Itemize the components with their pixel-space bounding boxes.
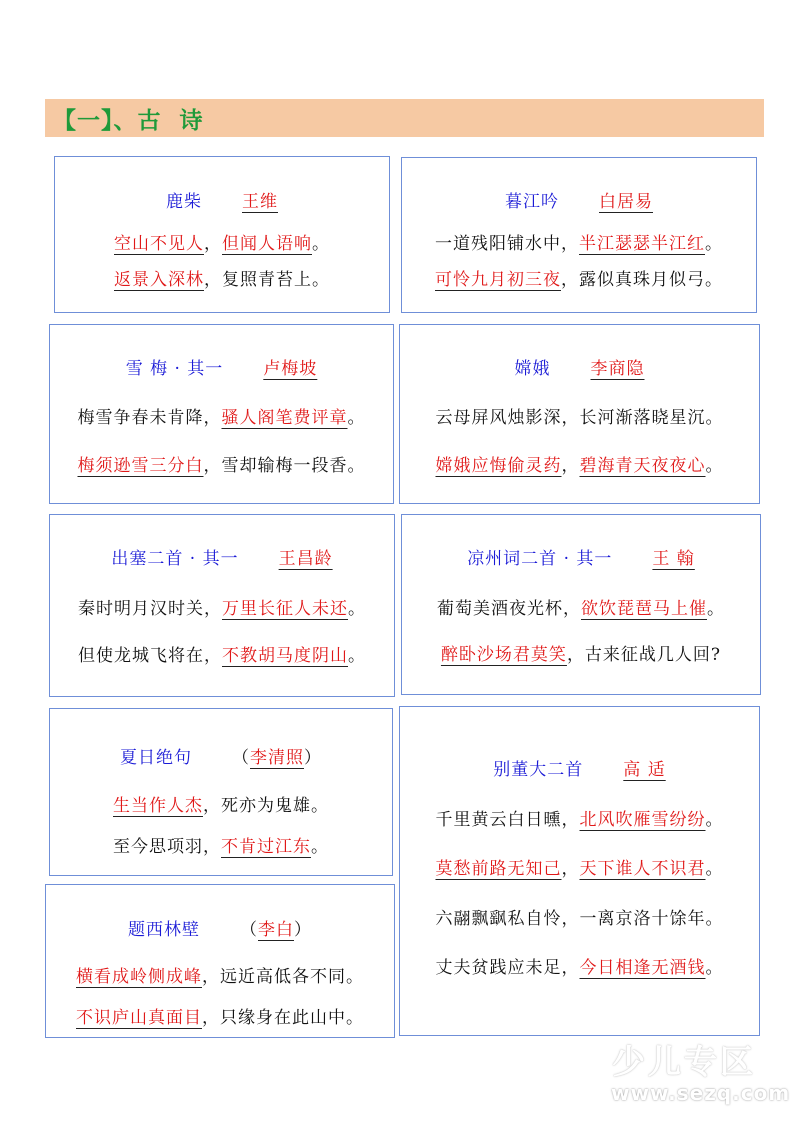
poem-author: 李白	[258, 920, 294, 940]
poem-title-line	[55, 187, 389, 212]
text: 梅雪争春未肯降，	[77, 408, 222, 428]
poem-title: 雪 梅 · 其一	[125, 359, 224, 379]
poem-author: 卢梅坡	[263, 359, 318, 379]
text: ，只缘身在此山中。	[202, 1008, 364, 1028]
poem-card-xuemei	[49, 324, 394, 504]
text: 一道残阳铺水中，	[435, 234, 579, 254]
poem-line	[50, 594, 394, 619]
poem-card-biedongda	[399, 706, 760, 1036]
key-phrase: 天下谁人不识君	[579, 859, 706, 879]
text: 。	[348, 646, 366, 666]
text: 丈夫贫践应未足，	[435, 958, 580, 978]
poem-line	[400, 854, 759, 879]
poem-card-chusai	[49, 514, 395, 697]
text: 。	[311, 837, 329, 857]
poem-title: 凉州词二首 · 其一	[467, 549, 613, 569]
poem-card-tixilinbi	[45, 884, 395, 1038]
text: 至今思项羽，	[113, 837, 221, 857]
paren: （	[240, 920, 258, 940]
text: ，露似真珠月似弓。	[561, 270, 723, 290]
key-phrase: 莫愁前路无知己	[435, 859, 562, 879]
watermark-brand: 少儿专区	[612, 1042, 756, 1081]
key-phrase: 但闻人语响	[222, 234, 312, 254]
poem-card-mujiangyin	[401, 157, 757, 313]
text: 葡萄美酒夜光杯，	[437, 599, 581, 619]
poem-line	[50, 641, 394, 666]
poem-line	[400, 403, 759, 428]
text: 。	[347, 408, 366, 428]
text: ，远近高低各不同。	[202, 967, 364, 987]
poem-line	[402, 265, 756, 290]
poem-title: 题西林壁	[128, 920, 200, 940]
poem-line	[50, 832, 392, 857]
poem-line	[402, 594, 760, 619]
poem-author: 白居易	[599, 192, 653, 212]
text: 六翮飘飖私自怜，一离京洛十馀年。	[435, 909, 724, 929]
poem-line	[46, 962, 394, 987]
key-phrase: 生当作人杰	[113, 796, 203, 816]
key-phrase: 欲饮琵琶马上催	[581, 599, 707, 619]
poem-line	[400, 953, 759, 978]
poem-title: 夏日绝句	[120, 748, 192, 768]
poem-title: 别董大二首	[493, 760, 584, 780]
text: ，	[561, 859, 580, 879]
poem-line	[400, 451, 759, 476]
poem-line	[402, 640, 760, 665]
key-phrase: 横看成岭侧成峰	[76, 967, 202, 987]
poem-line	[400, 904, 759, 929]
poem-author: 李商隐	[590, 359, 645, 379]
poem-title-line	[400, 354, 759, 379]
poem-title: 嫦娥	[514, 359, 551, 379]
poem-title: 出塞二首 · 其一	[111, 549, 239, 569]
poem-author: 王维	[242, 192, 278, 212]
text: 千里黄云白日曛，	[435, 810, 580, 830]
poem-author: 王昌龄	[278, 549, 333, 569]
poem-card-liangzhouci	[401, 514, 761, 695]
poem-author: 李清照	[250, 748, 304, 768]
key-phrase: 醉卧沙场君莫笑	[440, 645, 567, 665]
poem-title: 暮江吟	[505, 192, 559, 212]
text: 云母屏风烛影深，长河渐落晓星沉。	[435, 408, 724, 428]
poem-title-line	[402, 544, 760, 569]
key-phrase: 碧海青天夜夜心	[579, 456, 706, 476]
poem-author: 王 翰	[652, 549, 695, 569]
key-phrase: 返景入深林	[114, 270, 204, 290]
key-phrase: 万里长征人未还	[222, 599, 348, 619]
text: 。	[705, 958, 724, 978]
poem-line	[55, 265, 389, 290]
text: ，复照青苔上。	[204, 270, 330, 290]
poem-line	[50, 451, 393, 476]
paren: （	[232, 748, 250, 768]
poem-line	[55, 229, 389, 254]
text: ，古来征战几人回?	[566, 645, 722, 665]
poem-author: 高 适	[623, 760, 666, 780]
poem-title: 鹿柴	[166, 192, 202, 212]
text: 。	[707, 599, 725, 619]
poem-line	[400, 805, 759, 830]
section-title: 【一】、古 诗	[53, 108, 204, 134]
text: ，	[204, 234, 222, 254]
text: 。	[705, 810, 724, 830]
poem-line	[402, 229, 756, 254]
poem-card-luzhai	[54, 156, 390, 313]
text: 。	[705, 234, 723, 254]
paren: ）	[304, 748, 322, 768]
key-phrase: 不肯过江东	[221, 837, 311, 857]
poem-line	[50, 403, 393, 428]
key-phrase: 空山不见人	[114, 234, 204, 254]
text: ，雪却输梅一段香。	[203, 456, 366, 476]
poem-title-line	[46, 915, 394, 940]
key-phrase: 梅须逊雪三分白	[77, 456, 204, 476]
text: 秦时明月汉时关，	[78, 599, 222, 619]
poem-title-line	[402, 187, 756, 212]
text: ，	[561, 456, 580, 476]
text: 。	[348, 599, 366, 619]
key-phrase: 不识庐山真面目	[76, 1008, 202, 1028]
text: 但使龙城飞将在，	[78, 646, 222, 666]
poem-title-line	[50, 544, 394, 569]
paren: ）	[294, 920, 312, 940]
poem-card-xiarijueju	[49, 708, 393, 876]
text: 。	[705, 859, 724, 879]
watermark-url: www.sezq.com	[611, 1081, 791, 1105]
section-header	[45, 99, 764, 137]
key-phrase: 今日相逢无酒钱	[579, 958, 706, 978]
poem-line	[50, 791, 392, 816]
poem-title-line	[400, 755, 759, 780]
poem-card-change	[399, 324, 760, 504]
text: 。	[705, 456, 724, 476]
key-phrase: 不教胡马度阴山	[222, 646, 348, 666]
key-phrase: 可怜九月初三夜	[435, 270, 561, 290]
key-phrase: 嫦娥应悔偷灵药	[435, 456, 562, 476]
poem-title-line	[50, 354, 393, 379]
key-phrase: 北风吹雁雪纷纷	[579, 810, 706, 830]
key-phrase: 半江瑟瑟半江红	[579, 234, 705, 254]
poem-title-line	[50, 743, 392, 768]
poem-line	[46, 1003, 394, 1028]
text: ，死亦为鬼雄。	[203, 796, 329, 816]
text: 。	[312, 234, 330, 254]
key-phrase: 骚人阁笔费评章	[221, 408, 348, 428]
